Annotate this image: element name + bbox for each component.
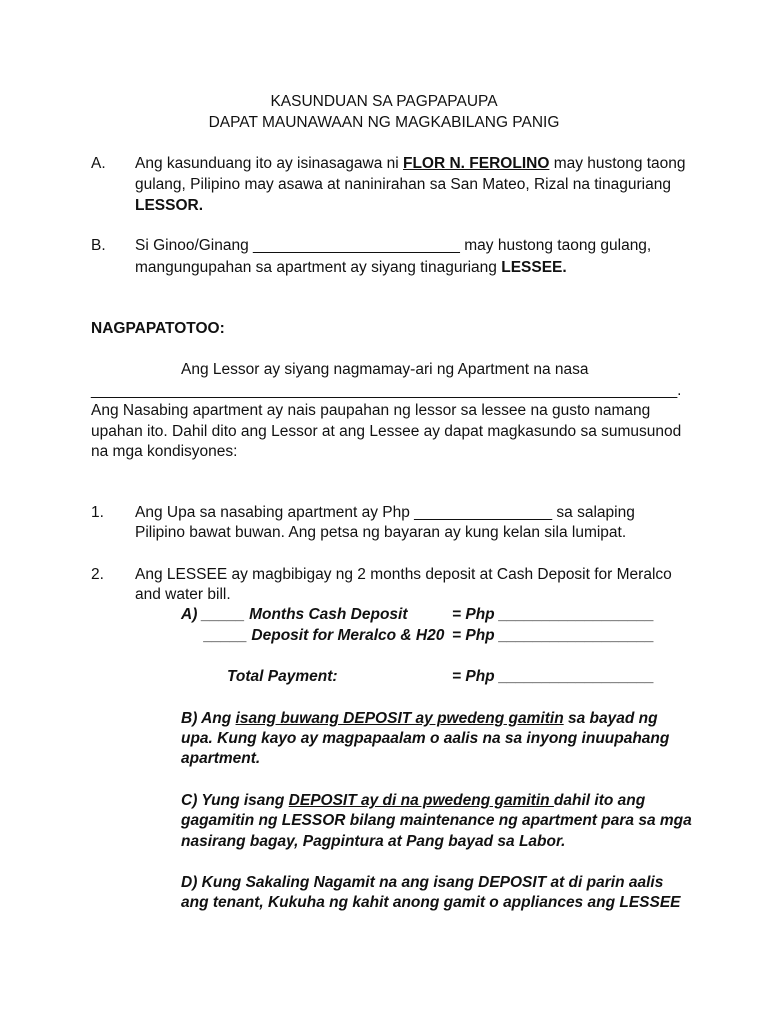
party-b-text-pre: mangungupahan sa apartment ay siyang tinaguriang [135, 259, 502, 276]
witness-line5: na mga kondisyones: [91, 443, 238, 460]
witness-line3: Ang Nasabing apartment ay nais paupahan ng lessor sa lessee na gusto namang [91, 402, 651, 419]
clause-c-underlined: DEPOSIT ay di na pwedeng gamitin [288, 792, 554, 809]
item2-line1: Ang LESSEE ay magbibigay ng 2 months deposit at Cash Deposit for Meralco [135, 566, 672, 583]
total-payment-label: Total Payment: [227, 668, 338, 685]
party-b-line2 [135, 258, 567, 278]
party-a-line1 [135, 154, 686, 174]
clause-d-line1: D) Kung Sakaling Nagamit na ang isang DEPOSIT at di parin aalis [181, 874, 664, 891]
item1-line1: Ang Upa sa nasabing apartment ay Php ________________ sa salaping [135, 504, 635, 521]
witness-line1: Ang Lessor ay siyang nagmamay-ari ng Apartment na nasa [181, 361, 589, 378]
lessee-role: LESSEE. [501, 259, 567, 276]
item2-line2: and water bill. [135, 586, 231, 603]
party-a-line2: gulang, Pilipino may asawa at naninirahan sa San Mateo, Rizal na tinaguriang [135, 176, 671, 193]
lessor-name: FLOR N. FEROLINO [403, 155, 550, 172]
clause-c-post: dahil ito ang [553, 792, 646, 809]
clause-b-post: sa bayad ng [563, 710, 658, 727]
clause-b-line3: apartment. [181, 750, 261, 767]
deposit-row-b-label: _____ Deposit for Meralco & H20 [204, 627, 445, 644]
clause-b-underlined: isang buwang DEPOSIT ay pwedeng gamitin [235, 710, 564, 727]
party-a-text-post: may hustong taong [549, 155, 686, 172]
witness-line4: upahan ito. Dahil dito ang Lessor at ang Lessee ay dapat magkasundo sa sumusunod [91, 423, 682, 440]
clause-b-pre: B) Ang [181, 710, 236, 727]
party-b-line1: Si Ginoo/Ginang ________________________ may hustong taong gulang, [135, 237, 652, 254]
clause-b-line1 [181, 709, 658, 729]
item1-line2: Pilipino bawat buwan. Ang petsa ng bayaran ay kung kelan sila lumipat. [135, 524, 627, 541]
document-title-line2: DAPAT MAUNAWAAN NG MAGKABILANG PANIG [208, 114, 560, 131]
lessor-role: LESSOR. [135, 197, 204, 214]
clause-c-line1 [181, 791, 645, 811]
deposit-row-a-label: A) _____ Months Cash Deposit [181, 606, 408, 623]
deposit-row-b-value: = Php __________________ [452, 627, 655, 644]
clause-c-pre: C) Yung isang [181, 792, 289, 809]
clause-c-line3: nasirang bagay, Pagpintura at Pang bayad sa Labor. [181, 833, 566, 850]
clause-b-line2: upa. Kung kayo ay magpapaalam o aalis na sa inyong inuupahang [181, 730, 670, 747]
party-a-text-pre: Ang kasunduang ito ay isinasagawa ni [135, 155, 403, 172]
item1-marker: 1. [91, 504, 104, 521]
clause-c-line2: gagamitin ng LESSOR bilang maintenance ng apartment para sa mga [181, 812, 692, 829]
document-title-line1: KASUNDUAN SA PAGPAPAUPA [270, 93, 498, 110]
section-heading: NAGPAPATOTOO: [91, 320, 225, 337]
deposit-row-a-value: = Php __________________ [452, 606, 655, 623]
address-blank-line: ____________________________________________________________________. [91, 382, 682, 399]
clause-d-line2: ang tenant, Kukuha ng kahit anong gamit o appliances ang LESSEE [181, 894, 681, 911]
item2-marker: 2. [91, 566, 104, 583]
party-b-marker: B. [91, 237, 106, 254]
total-payment-value: = Php __________________ [452, 668, 655, 685]
party-a-marker: A. [91, 155, 106, 172]
